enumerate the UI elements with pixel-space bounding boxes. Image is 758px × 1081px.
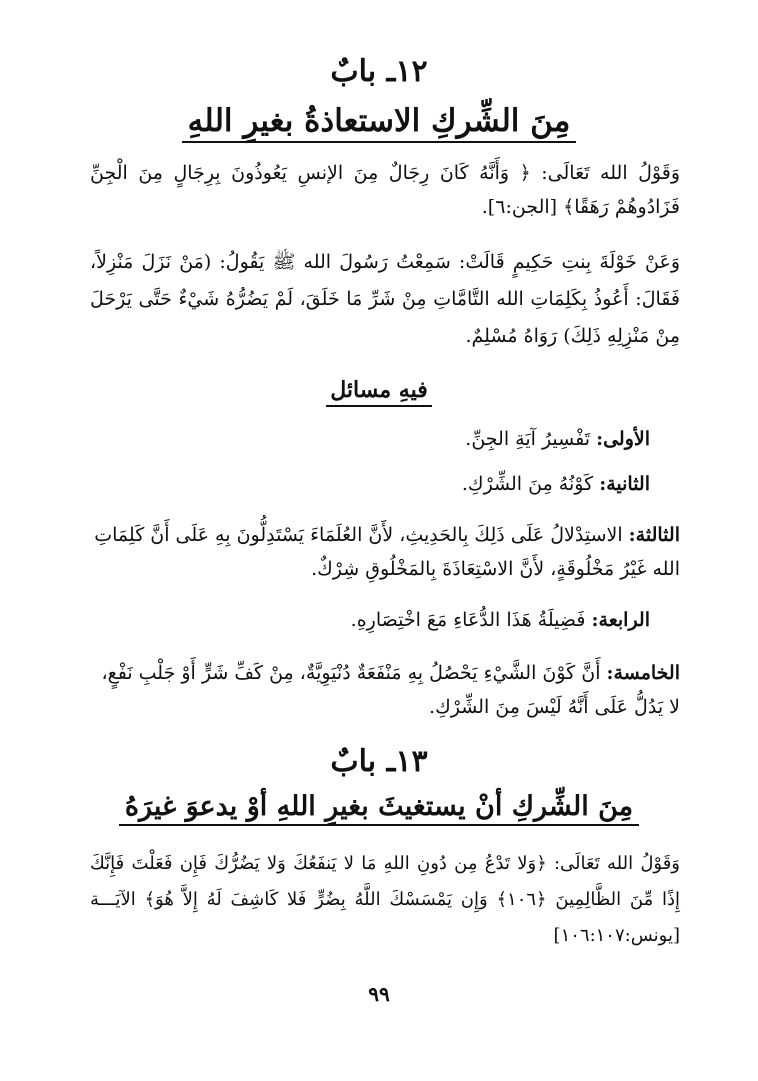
chapter-13-title [0, 782, 758, 832]
issue-4 [90, 605, 650, 635]
page-number: ٩٩ [368, 982, 390, 1006]
chapter-12-number: ١٢ـ بابٌ [330, 54, 428, 89]
chapter-12-hadith: وَعَنْ خَوْلَةَ بِنتِ حَكِيمٍ قَالَتْ: سَمِعْتُ رَسُولَ الله ﷺ يَقُولُ: (مَنْ نَزَلَ مَنْزِلاً، فَقَالَ: أَعُوذُ بِكَلِمَاتِ الله التَّامَّاتِ مِنْ شَرِّ مَا خَلَقَ، لَمْ يَضُرُّهُ شَيْءٌ حَتَّى يَرْحَلَ مِنْ مَنْزِلِهِ ذَلِكَ) رَوَاهُ مُسْلِمٌ. [90, 251, 680, 347]
chapter-12-title-text: مِنَ الشِّركِ الاستعاذةُ بغيرِ اللهِ [182, 103, 577, 143]
chapter-12-title [0, 96, 758, 146]
issue-3-label: الثالثة: [628, 524, 680, 546]
issue-4-text: فَضِيلَةُ هَذَا الدُّعَاءِ مَعَ اخْتِصَارِهِ. [350, 609, 586, 631]
issue-1-label: الأولى: [596, 428, 650, 450]
chapter-12-verse: وَقَوْلُ الله تَعَالَى: ﴿ وَأَنَّهُ كَانَ رِجَالٌ مِنَ الإنسِ يَعُوذُونَ بِرِجَالٍ مِنَ الْجِنِّ فَزَادُوهُمْ رَهَقًا﴾ [الجن:٦]. [90, 162, 680, 218]
issue-1-text: تَفْسِيرُ آيَةِ الجِنِّ. [465, 428, 591, 450]
issue-2 [90, 469, 650, 499]
issues-heading [0, 372, 758, 408]
issue-2-text: كَوْنُهُ مِنَ الشِّرْكِ. [461, 473, 594, 495]
issue-5-label: الخامسة: [606, 662, 680, 684]
issue-3 [90, 518, 680, 586]
chapter-13-title-text: مِنَ الشِّركِ أنْ يستغيثَ بغيرِ اللهِ أوْ يدعوَ غيرَهُ [119, 791, 639, 826]
issue-2-label: الثانية: [599, 473, 650, 495]
issue-4-label: الرابعة: [591, 609, 650, 631]
chapter-13-verse: وَقَوْلُ الله تَعَالَى: ﴿وَلا تَدْعُ مِن دُونِ اللهِ مَا لا يَنفَعُكَ وَلا يَضُرُّكَ فَإِن فَعَلْتَ فَإِنَّكَ إِذًا مِّنَ الظَّالِمِينَ ﴿١٠٦﴾ وَإِن يَمْسَسْكَ اللَّهُ بِضُرٍّ فَلا كَاشِفَ لَهُ إِلاَّ هُوَ﴾ الآيَـــة [يونس:١٠٦:١٠٧] [90, 853, 680, 946]
issues-heading-text: فيهِ مسائل [326, 377, 432, 407]
issue-5-text: أَنَّ كَوْنَ الشَّيْءِ يَحْصُلُ بِهِ مَنْفَعَةٌ دُنْيَوِيَّةٌ، مِنْ كَفِّ شَرٍّ أَوْ جَلْبِ نَفْعٍ، لا يَدُلُّ عَلَى أَنَّهُ لَيْسَ مِنَ الشِّرْكِ. [101, 662, 680, 718]
chapter-13-number: ١٣ـ بابٌ [330, 744, 428, 779]
issue-1 [90, 424, 650, 454]
issue-3-text: الاستِدْلالُ عَلَى ذَلِكَ بِالحَدِيثِ، لأَنَّ العُلَمَاءَ يَسْتَدِلُّونَ بِهِ عَلَى أَنَّ كَلِمَاتِ الله غَيْرُ مَخْلُوقَةٍ، لأَنَّ الاسْتِعَاذَةَ بِالمَخْلُوقِ شِرْكٌ. [94, 524, 680, 580]
issue-5 [90, 656, 680, 724]
